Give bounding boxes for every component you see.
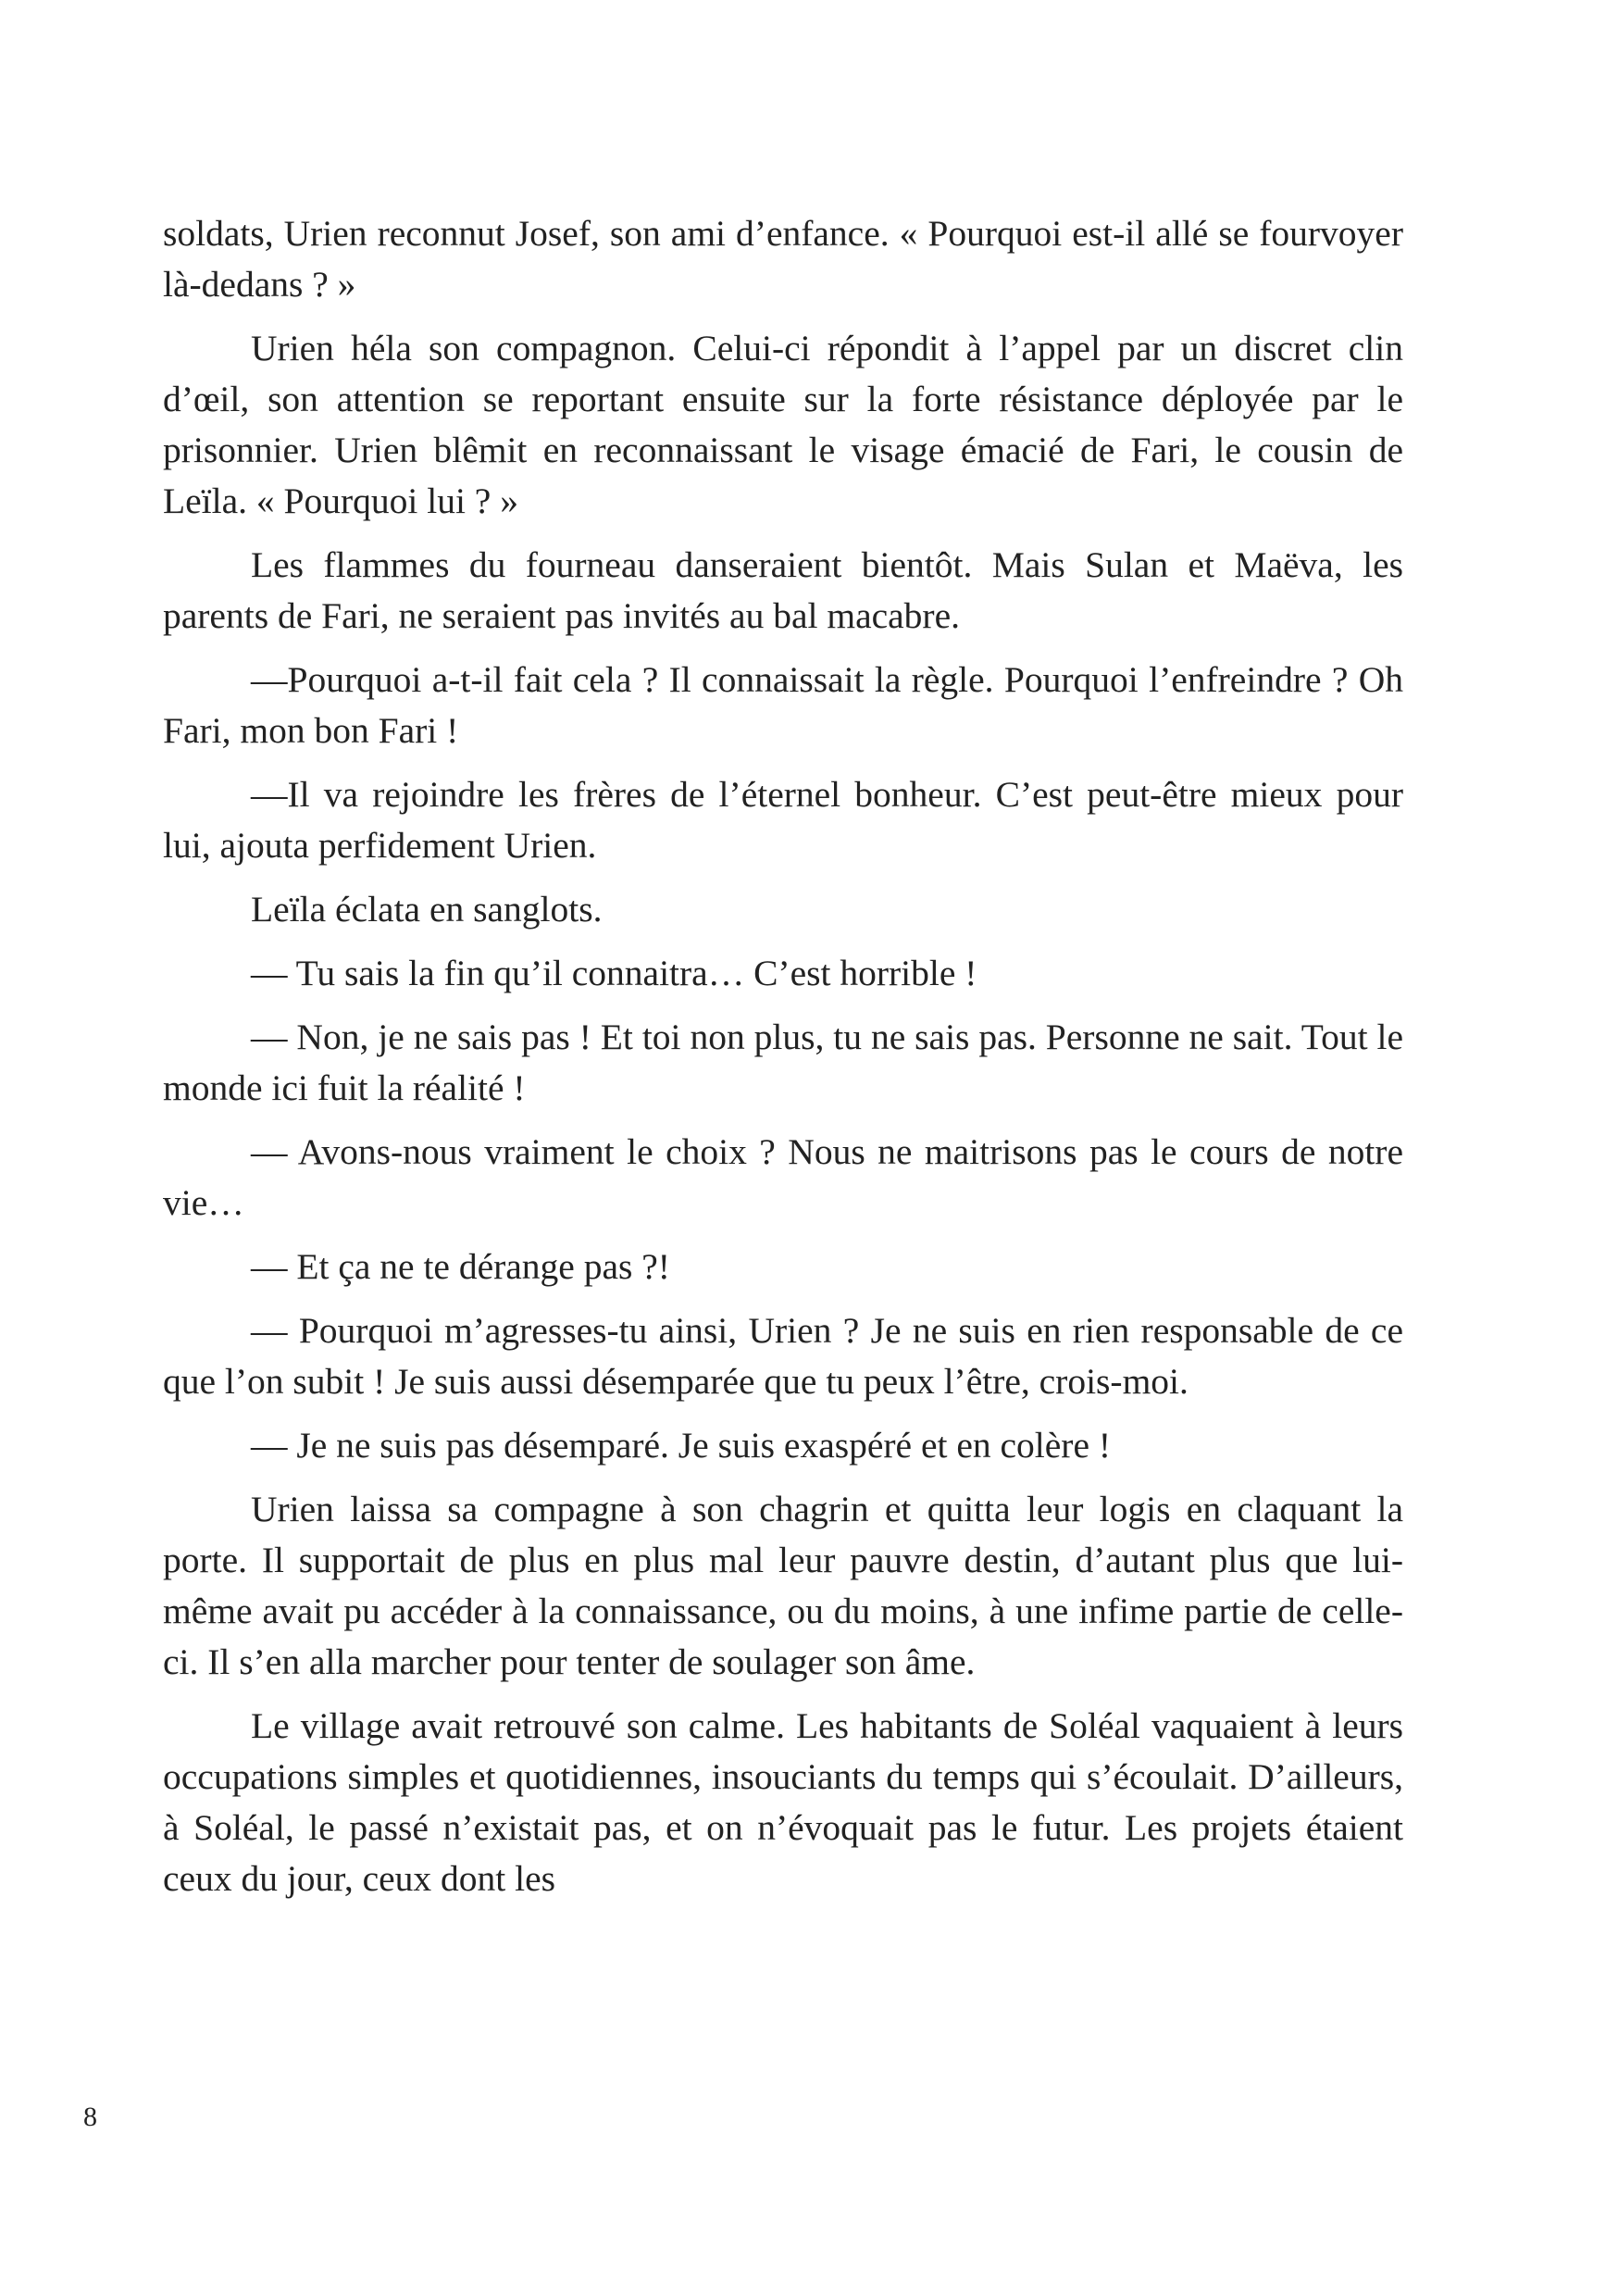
dialogue-line-7: — Pourquoi m’agresses-tu ainsi, Urien ? Je ne suis en rien responsable de ce que l’on subit ! Je suis aussi désemparée que tu peux l’être, crois-moi.: [163, 1310, 1403, 1402]
paragraph-5: Urien laissa sa compagne à son chagrin et quitta leur logis en claquant la porte. Il supportait de plus en plus mal leur pauvre destin, d’autant plus que lui-même avait pu accéder à la connaissance, ou du moins, à une infime partie de celle-ci. Il s’en alla marcher pour tenter de soulager son âme.: [163, 1489, 1403, 1682]
paragraph-2: Urien héla son compagnon. Celui-ci répondit à l’appel par un discret clin d’œil, son attention se reportant ensuite sur la forte résistance déployée par le prisonnier. Urien blêmit en reconnaissant le visage émacié de Fari, le cousin de Leïla. « Pourquoi lui ? »: [163, 328, 1403, 521]
dialogue-line-5: — Avons-nous vraiment le choix ? Nous ne maitrisons pas le cours de notre vie…: [163, 1131, 1403, 1223]
dialogue-line-3: — Tu sais la fin qu’il connaitra… C’est horrible !: [251, 953, 977, 993]
dialogue-line-6: — Et ça ne te dérange pas ?!: [251, 1246, 670, 1287]
paragraph-3: Les flammes du fourneau danseraient bientôt. Mais Sulan et Maëva, les parents de Fari, ne seraient pas invités au bal macabre.: [163, 544, 1403, 636]
dialogue-line-8: — Je ne suis pas désemparé. Je suis exaspéré et en colère !: [251, 1425, 1112, 1466]
dialogue-line-4: — Non, je ne sais pas ! Et toi non plus, tu ne sais pas. Personne ne sait. Tout le monde ici fuit la réalité !: [163, 1017, 1403, 1108]
page-number: 8: [83, 2102, 97, 2132]
body-text: [163, 208, 1403, 1917]
paragraph-4: Leïla éclata en sanglots.: [251, 889, 603, 930]
dialogue-line-2: —Il va rejoindre les frères de l’éternel bonheur. C’est peut-être mieux pour lui, ajouta perfidement Urien.: [163, 774, 1403, 866]
paragraph-6: Le village avait retrouvé son calme. Les habitants de Soléal vaquaient à leurs occupations simples et quotidiennes, insouciants du temps qui s’écoulait. D’ailleurs, à Soléal, le passé n’existait pas, et on n’évoquait pas le futur. Les projets étaient ceux du jour, ceux dont les: [163, 1705, 1403, 1899]
dialogue-line-1: —Pourquoi a-t-il fait cela ? Il connaissait la règle. Pourquoi l’enfreindre ? Oh Fari, mon bon Fari !: [163, 659, 1403, 751]
paragraph-1: soldats, Urien reconnut Josef, son ami d’enfance. « Pourquoi est-il allé se fourvoyer là-dedans ? »: [163, 213, 1403, 305]
